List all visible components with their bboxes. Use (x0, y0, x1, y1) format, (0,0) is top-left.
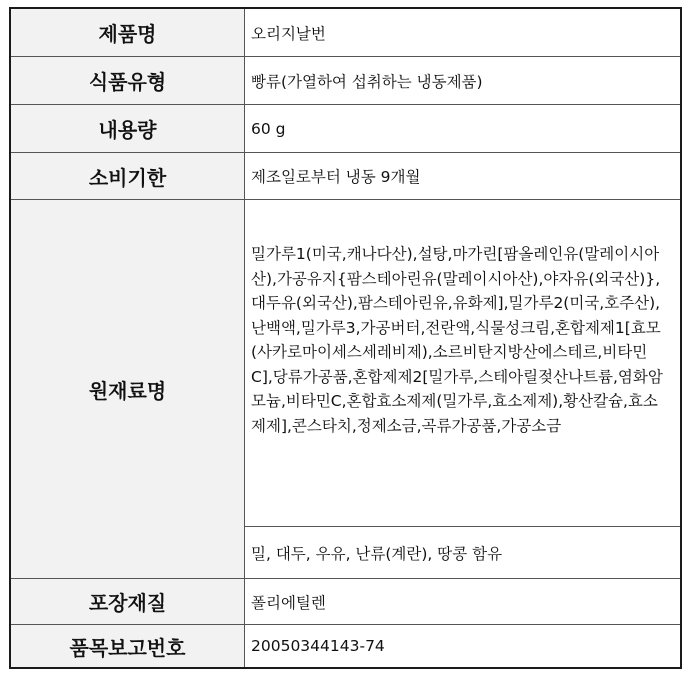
food-type-label: 식품유형 (11, 57, 245, 104)
ingredients-value: 밀가루1(미국,캐나다산),설탕,마가린[팜올레인유(말레이시아산),가공유지{팜스테아린유(말레이시아산),야자유(외국산)},대두유(외국산),팜스테아린유,유화제],밀가루2(미국,호주산),난백액,밀가루3,가공버터,전란액,식물성크림,혼합제제1[효모(사카로마이세스세레비제),소르비탄지방산에스테르,비타민C],당류가공품,혼합제제2[밀가루,스테아릴젖산나트륨,염화암모늄,비타민C,혼합효소제제(밀가루,효소제제),황산칼슘,효소제제],콘스타치,정제소금,곡류가공품,가공소금 (251, 245, 663, 435)
net-weight-value: 60 g (251, 119, 286, 138)
food-type-value: 빵류(가열하여 섭취하는 냉동제품) (251, 72, 483, 91)
product-name-label: 제품명 (11, 9, 245, 56)
row-food-type (11, 57, 680, 105)
expiry-label: 소비기한 (11, 153, 245, 199)
row-expiry (11, 153, 680, 200)
row-product-name (11, 9, 680, 57)
packaging-label: 포장재질 (11, 579, 245, 624)
report-number-label: 품목보고번호 (11, 625, 245, 667)
expiry-value: 제조일로부터 냉동 9개월 (251, 168, 421, 186)
row-ingredients (11, 200, 680, 579)
row-report-number (11, 625, 680, 667)
product-info-table (9, 7, 682, 669)
row-packaging (11, 579, 680, 625)
product-name-value: 오리지날번 (251, 24, 326, 43)
ingredients-label: 원재료명 (11, 200, 245, 578)
allergy-value: 밀, 대두, 우유, 난류(계란), 땅콩 함유 (251, 544, 503, 563)
report-number-value: 20050344143-74 (251, 637, 385, 655)
packaging-value: 폴리에틸렌 (251, 593, 326, 612)
row-net-weight (11, 105, 680, 153)
net-weight-label: 내용량 (11, 105, 245, 152)
